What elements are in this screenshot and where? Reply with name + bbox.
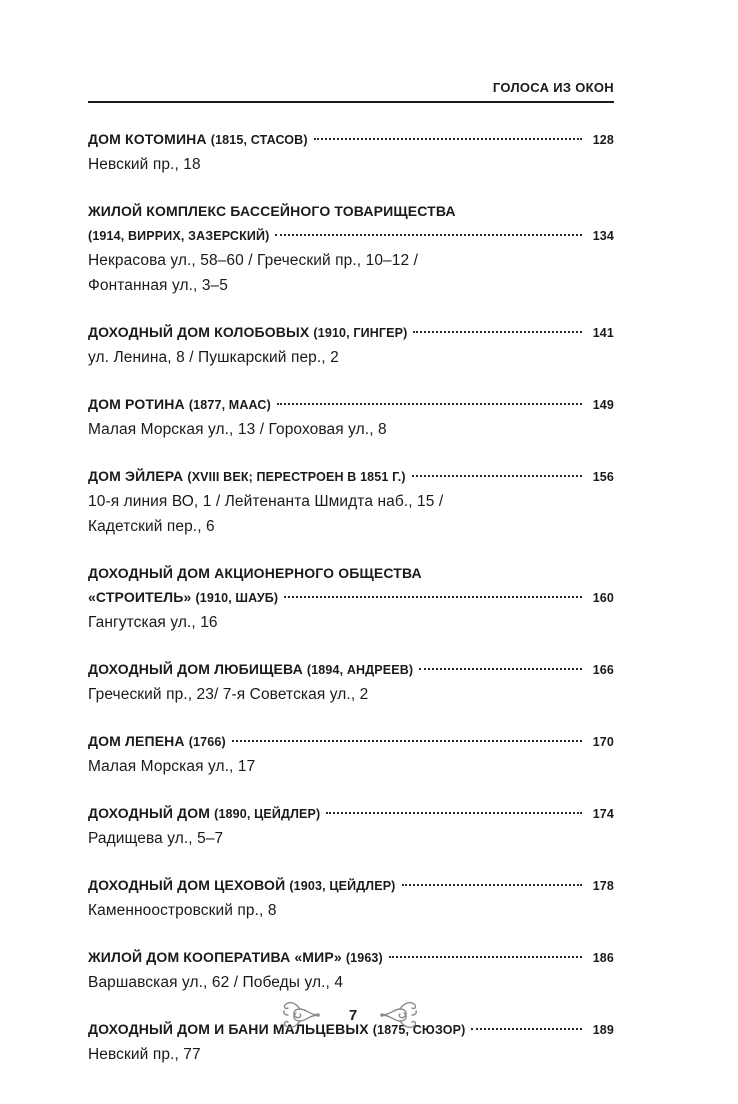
entry-title [88, 873, 396, 898]
entry-title-row [88, 585, 614, 610]
running-head: ГОЛОСА ИЗ ОКОН [492, 80, 614, 95]
dot-leader [277, 403, 582, 405]
entry-title-row [88, 127, 614, 152]
entry-name: ДОМ ЛЕПЕНА [88, 733, 185, 749]
dot-leader [232, 740, 582, 742]
entry-date-architect: (1890, ЦЕЙДЛЕР) [214, 807, 321, 821]
dot-leader [389, 956, 582, 958]
entry-title-row [88, 657, 614, 682]
header-rule [88, 101, 614, 103]
toc-entry [88, 392, 614, 442]
entry-date-architect: (XVIII ВЕК; ПЕРЕСТРОЕН В 1851 Г.) [187, 470, 406, 484]
toc-entry [88, 320, 614, 370]
entry-title-line: ЖИЛОЙ КОМПЛЕКС БАССЕЙНОГО ТОВАРИЩЕСТВА [88, 203, 456, 219]
entry-address: Кадетский пер., 6 [88, 518, 215, 535]
entry-name: ДОХОДНЫЙ ДОМ И БАНИ МАЛЬЦЕВЫХ [88, 1021, 369, 1037]
entry-address: Фонтанная ул., 3–5 [88, 277, 228, 294]
entry-address: Каменноостровский пр., 8 [88, 902, 277, 919]
flourish-ornament-icon [280, 995, 320, 1035]
entry-name: ДОХОДНЫЙ ДОМ ЛЮБИЩЕВА [88, 661, 303, 677]
entry-page-number: 174 [592, 807, 614, 821]
toc-entry [88, 127, 614, 177]
entry-name: ДОХОДНЫЙ ДОМ КОЛОБОВЫХ [88, 324, 310, 340]
entry-address: Некрасова ул., 58–60 / Греческий пр., 10–12 / [88, 252, 419, 269]
entry-title-row [88, 392, 614, 417]
entry-title [88, 801, 320, 826]
entry-date-architect: (1914, ВИРРИХ, ЗАЗЕРСКИЙ) [88, 229, 270, 243]
entry-date-architect: (1877, МААС) [188, 398, 271, 412]
entry-title [88, 464, 406, 489]
entry-page-number: 141 [592, 326, 614, 340]
entry-title [88, 945, 383, 970]
entry-name: ДОМ РОТИНА [88, 396, 185, 412]
dot-leader [314, 138, 582, 140]
entry-page-number: 134 [592, 229, 614, 243]
entry-name: ДОХОДНЫЙ ДОМ [88, 805, 211, 821]
dot-leader [419, 668, 582, 670]
entry-date-architect: (1963) [345, 951, 383, 965]
dot-leader [275, 234, 582, 236]
entry-address: Невский пр., 77 [88, 1046, 201, 1063]
entry-address: Малая Морская ул., 17 [88, 758, 256, 775]
entry-title [88, 223, 269, 248]
entry-page-number: 156 [592, 470, 614, 484]
entry-page-number: 149 [592, 398, 614, 412]
entry-title-row [88, 801, 614, 826]
entry-title [88, 657, 413, 682]
entry-page-number: 170 [592, 735, 614, 749]
entry-address: Варшавская ул., 62 / Победы ул., 4 [88, 974, 344, 991]
entry-date-architect: (1894, АНДРЕЕВ) [306, 663, 414, 677]
entry-address: Малая Морская ул., 13 / Гороховая ул., 8 [88, 421, 387, 438]
entry-date-architect: (1910, ГИНГЕР) [313, 326, 408, 340]
entry-address: ул. Ленина, 8 / Пушкарский пер., 2 [88, 349, 339, 366]
toc-entry [88, 873, 614, 923]
entry-name: ЖИЛОЙ ДОМ КООПЕРАТИВА «МИР» [88, 949, 342, 965]
entry-page-number: 189 [592, 1023, 614, 1037]
entry-title [88, 729, 226, 754]
dot-leader [413, 331, 582, 333]
entry-date-architect: (1910, ШАУБ) [195, 591, 279, 605]
entry-title-row [88, 945, 614, 970]
entry-date-architect: (1903, ЦЕЙДЛЕР) [289, 879, 396, 893]
entry-title-row [88, 729, 614, 754]
entry-page-number: 160 [592, 591, 614, 605]
entry-title [88, 392, 271, 417]
entry-name: «СТРОИТЕЛЬ» [88, 589, 192, 605]
page-footer [0, 995, 738, 1035]
toc-entry [88, 657, 614, 707]
entry-title-row [88, 223, 614, 248]
dot-leader [412, 475, 582, 477]
entry-title-row [88, 464, 614, 489]
entry-page-number: 186 [592, 951, 614, 965]
entry-date-architect: (1875, СЮЗОР) [372, 1023, 466, 1037]
dot-leader [284, 596, 582, 598]
entry-name: ДОМ ЭЙЛЕРА [88, 468, 184, 484]
entry-page-number: 178 [592, 879, 614, 893]
entry-address: 10-я линия ВО, 1 / Лейтенанта Шмидта наб., 15 / [88, 493, 444, 510]
entry-title [88, 320, 407, 345]
dot-leader [326, 812, 582, 814]
entry-page-number: 128 [592, 133, 614, 147]
entry-date-architect: (1815, СТАСОВ) [210, 133, 308, 147]
entry-name: ДОМ КОТОМИНА [88, 131, 207, 147]
toc-entry [88, 729, 614, 779]
toc-entry [88, 561, 614, 635]
flourish-ornament-icon [380, 995, 420, 1035]
entry-address: Радищева ул., 5–7 [88, 830, 224, 847]
table-of-contents [88, 127, 614, 1089]
dot-leader [402, 884, 583, 886]
entry-title-row [88, 320, 614, 345]
toc-entry [88, 199, 614, 298]
entry-date-architect: (1766) [188, 735, 226, 749]
entry-name: ДОХОДНЫЙ ДОМ ЦЕХОВОЙ [88, 877, 286, 893]
toc-entry [88, 945, 614, 995]
entry-address: Невский пр., 18 [88, 156, 201, 173]
entry-address: Гангутская ул., 16 [88, 614, 218, 631]
toc-entry [88, 464, 614, 539]
entry-title-line: ДОХОДНЫЙ ДОМ АКЦИОНЕРНОГО ОБЩЕСТВА [88, 565, 422, 581]
entry-page-number: 166 [592, 663, 614, 677]
entry-title [88, 127, 308, 152]
entry-title [88, 585, 278, 610]
entry-title-row [88, 873, 614, 898]
page-number: 7 [348, 1007, 358, 1024]
toc-entry [88, 801, 614, 851]
entry-address: Греческий пр., 23/ 7-я Советская ул., 2 [88, 686, 369, 703]
